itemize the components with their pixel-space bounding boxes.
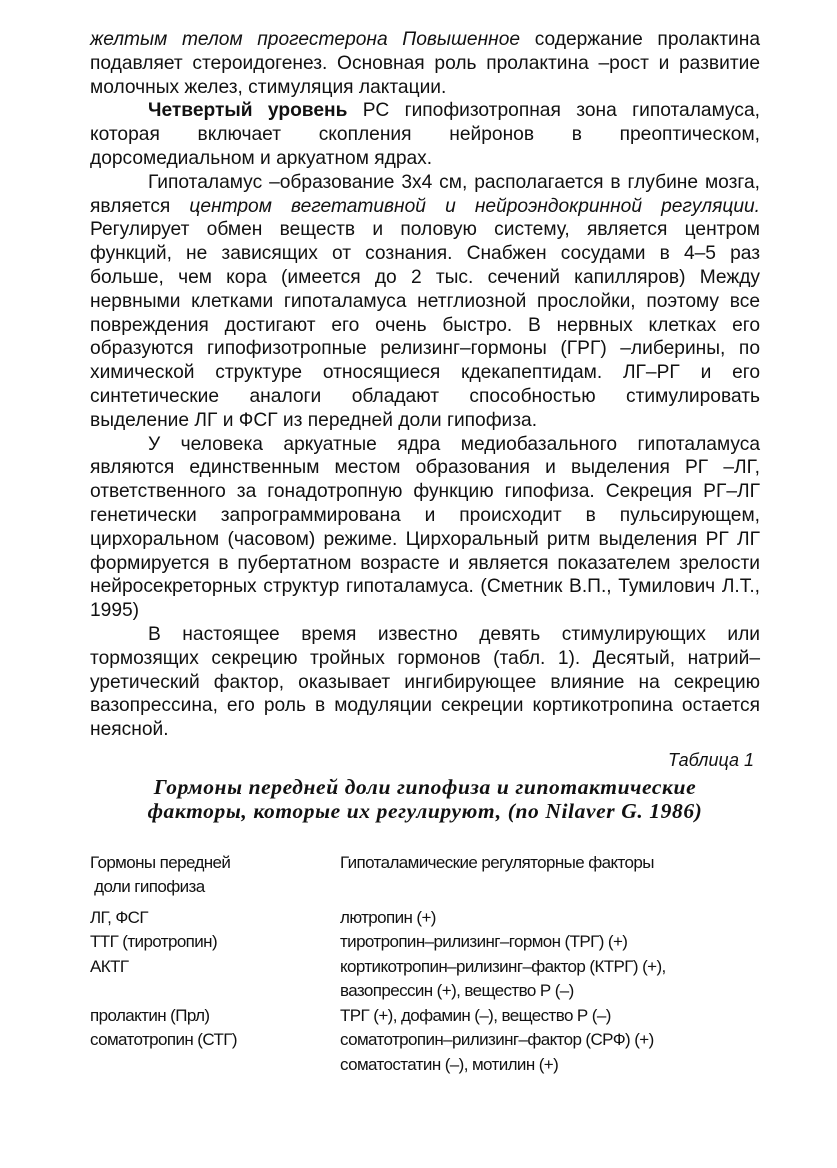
hormone-cell: АКТГ (90, 956, 129, 976)
hormone-cell: пролактин (Прл) (90, 1005, 210, 1025)
table-row (90, 1004, 760, 1029)
table-header (90, 851, 760, 900)
factor-cell: вазопрессин (+), вещество Р (–) (340, 981, 574, 1001)
paragraph-4: У человека аркуатные ядра медиобазального гипоталамуса являются единственным местом образования и выделения РГ –ЛГ, ответственного за гонадотропную функцию гипофиза. Секреция РГ–ЛГ генетически запрограммирована и происходит в пульсирующем, цирхоральном (часовом) режиме. Цирхоральный ритм выделения РГ ЛГ формируется в пубертатном возрасте и является показателем зрелости нейросекреторных структур гипоталамуса. (Сметник В.П., Тумилович Л.Т., 1995) (90, 433, 760, 622)
paragraph-2 (90, 99, 760, 170)
factor-cell: соматотропин–рилизинг–фактор (СРФ) (+) (340, 1030, 654, 1050)
header-col-hormones-line-2: доли гипофиза (90, 877, 205, 897)
table-label: Таблица 1 (667, 749, 754, 770)
paragraph-2-text: РС гипофизотропная зона гипоталамуса, которая включает скопления нейронов в преоптическом, дорсомедиальном и аркуатном ядрах. (90, 100, 760, 169)
header-col-factors: Гипоталамические регуляторные факторы (340, 852, 654, 872)
table-title-line-1: Гормоны передней доли гипофиза и гипотактические (153, 774, 697, 799)
paragraph-5: В настоящее время известно девять стимулирующих или тормозящих секрецию тройных гормонов (табл. 1). Десятый, натрий–уретический фактор, оказывает ингибирующее влияние на секрецию вазопрессина, его роль в модуляции секреции кортикотропина остается неясной. (90, 623, 760, 741)
paragraph-1-text: содержание пролактина подавляет стероидогенез. Основная роль пролактина –рост и развитие молочных желез, стимуляция лактации. (90, 29, 760, 98)
header-col-hormones (90, 851, 340, 900)
factor-cell: тиротропин–рилизинг–гормон (ТРГ) (+) (340, 932, 628, 952)
table-row (90, 930, 760, 955)
factor-cell: лютропин (+) (340, 907, 436, 927)
paragraph-3-start: Гипоталамус –образование 3х4 см, располагается в глубине мозга, является (90, 171, 760, 217)
hormone-cell (90, 979, 340, 1004)
document-page (90, 28, 760, 1077)
hormone-table (90, 851, 760, 1078)
table-row (90, 955, 760, 980)
factor-cell: кортикотропин–рилизинг–фактор (КТРГ) (+), (340, 956, 666, 976)
hormone-cell (90, 1053, 340, 1078)
hormone-cell: ЛГ, ФСГ (90, 907, 148, 927)
table-row (90, 979, 760, 1004)
factor-cell: соматостатин (–), мотилин (+) (340, 1054, 559, 1074)
paragraph-3 (90, 171, 760, 433)
table-row (90, 1053, 760, 1078)
header-col-hormones-line-1: Гормоны передней (90, 852, 231, 872)
paragraph-3-italic: центром вегетативной и нейроэндокринной регуляции. (189, 195, 760, 217)
paragraph-1 (90, 28, 760, 99)
paragraph-2-heading: Четвертый уровень (148, 100, 348, 122)
table-title-line-2: факторы, которые их регулируют, (по Nilaver G. 1986) (147, 798, 703, 823)
table-row (90, 906, 760, 931)
paragraph-1-italic: желтым телом прогестерона Повышенное (90, 29, 521, 50)
hormone-cell: ТТГ (тиротропин) (90, 932, 218, 952)
paragraph-3-text: Регулирует обмен веществ и половую систему, является центром функций, не зависящих от сознания. Снабжен сосудами в 4–5 раз больше, чем кора (имеется до 2 тыс. сечений капилляров) Между нервными клетками гипоталамуса нетглиозной прослойки, поэтому все повреждения достигают его очень быстро. В нервных клетках его образуются гипофизотропные релизинг–гормоны (ГРГ) –либерины, по химической структуре относящиеся кдекапептидам. ЛГ–РГ и его синтетические аналоги обладают способностью стимулировать выделение ЛГ и ФСГ из передней доли гипофиза. (90, 219, 760, 431)
hormone-cell: соматотропин (СТГ) (90, 1030, 237, 1050)
factor-cell: ТРГ (+), дофамин (–), вещество Р (–) (340, 1005, 611, 1025)
table-row (90, 1028, 760, 1053)
table-title (90, 775, 760, 823)
